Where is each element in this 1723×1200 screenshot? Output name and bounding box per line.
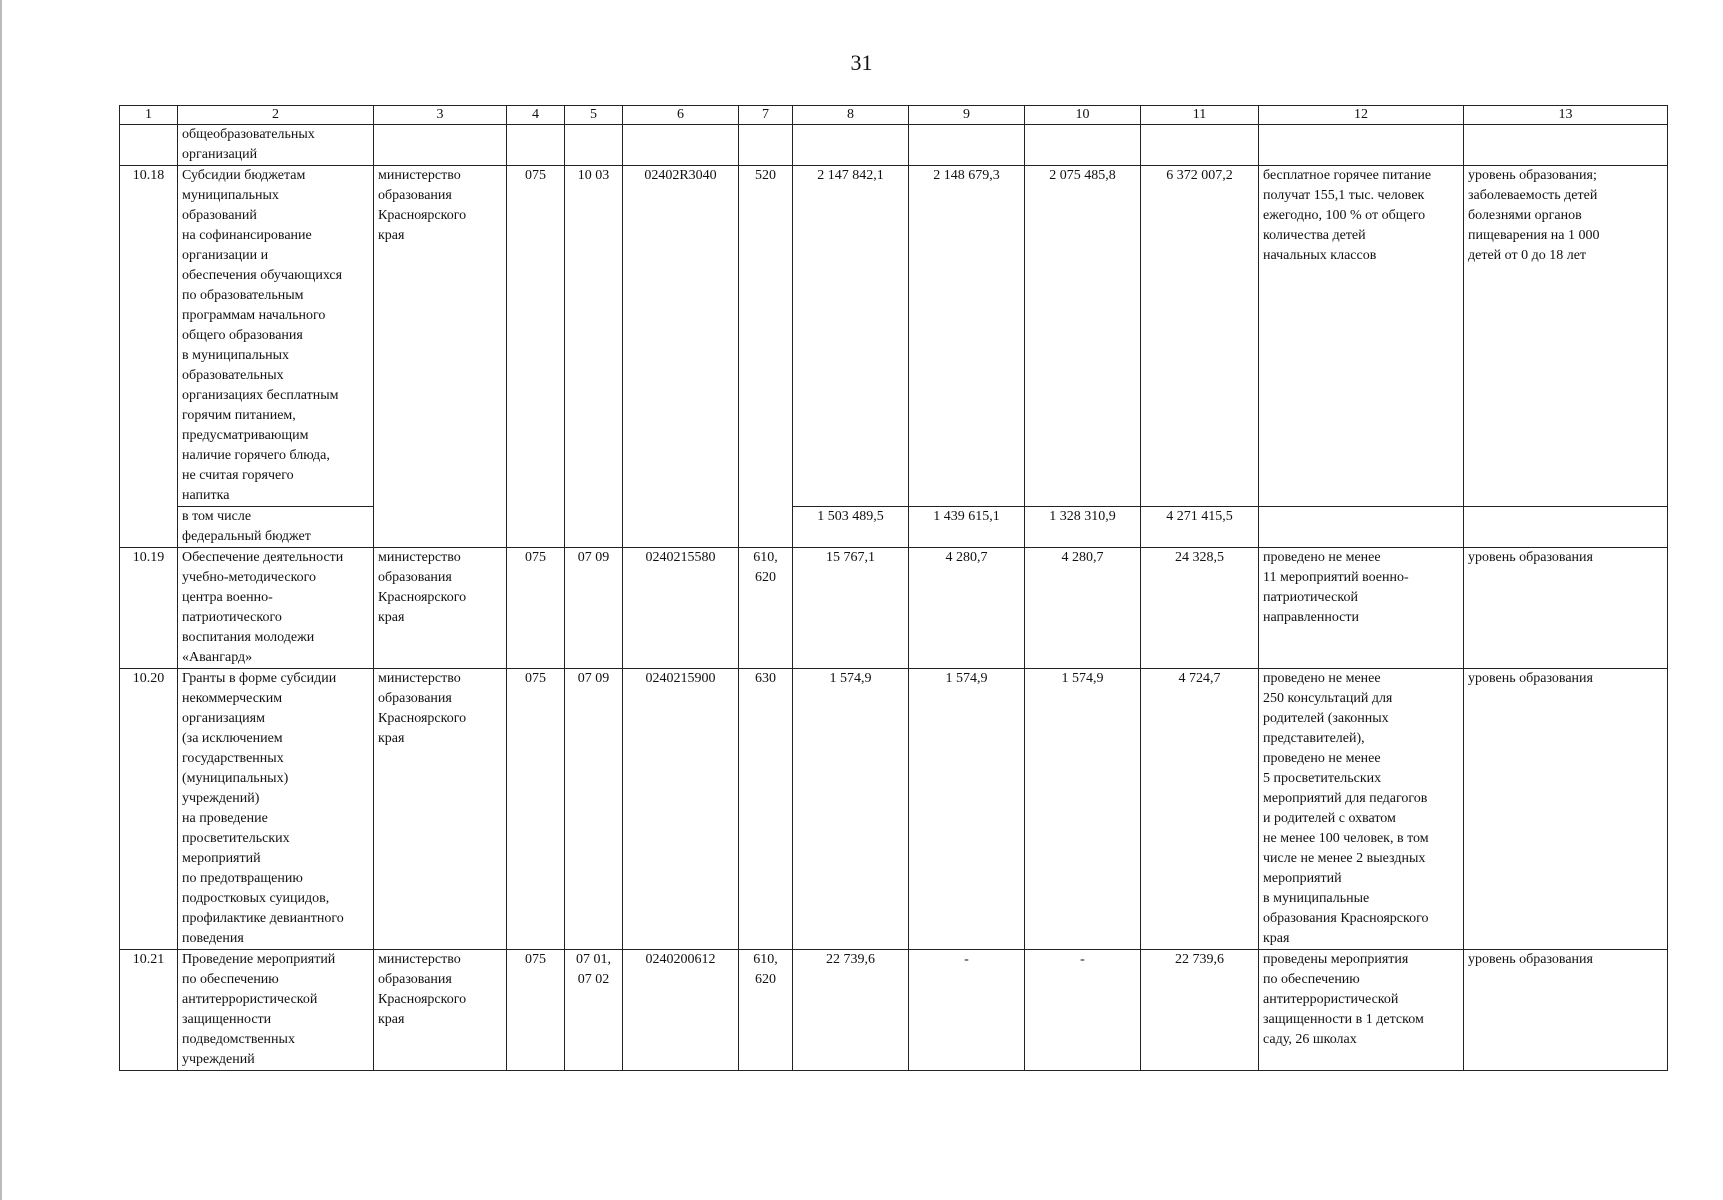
col-header-5: 5 [565,106,623,125]
col-header-3: 3 [374,106,507,125]
subtotal-label: в том числе федеральный бюджет [178,507,374,548]
csr-code: 0240215900 [623,669,739,950]
sub-value-year3: 1 328 310,9 [1025,507,1141,548]
activity-name: Субсидии бюджетам муниципальных образований на софинансирование организации и обеспечения обучающихся по образовательным программам начального общего образования в муниципальных образовательных организациях бесплатным горячим питанием, предусматривающим наличие горячего блюда, не считая горячего напитка [178,166,374,507]
indicator: уровень образования; заболеваемость детей болезнями органов пищеварения на 1 000 детей от 0 до 18 лет [1464,166,1668,507]
vr-code: 520 [739,166,793,548]
value-year1: 15 767,1 [793,548,909,669]
col-header-7: 7 [739,106,793,125]
cell-empty [374,125,507,166]
item-number: 10.20 [120,669,178,950]
vr-code: 630 [739,669,793,950]
table-row-continuation [120,125,1668,166]
grbs-code: 075 [507,548,565,669]
rzpr-code: 10 03 [565,166,623,548]
expected-result: проведены мероприятия по обеспечению антитеррористической защищенности в 1 детском саду, 26 школах [1259,950,1464,1071]
csr-code: 0240200612 [623,950,739,1071]
table-row [120,548,1668,669]
cell-empty [909,125,1025,166]
table-row-subtotal [120,507,1668,548]
scan-left-edge [0,0,2,1200]
cell-empty [1464,125,1668,166]
grbs-code: 075 [507,950,565,1071]
grbs-code: 075 [507,669,565,950]
cell-empty [793,125,909,166]
expected-result: проведено не менее 250 консультаций для родителей (законных представителей), проведено не менее 5 просветительских мероприятий для педагогов и родителей с охватом не менее 100 человек, в том числе не менее 2 выездных мероприятий в муниципальные образования Красноярского края [1259,669,1464,950]
cell-empty [1259,507,1464,548]
vr-code: 610, 620 [739,950,793,1071]
value-year3: 4 280,7 [1025,548,1141,669]
activity-name: общеобразовательных организаций [178,125,374,166]
indicator: уровень образования [1464,669,1668,950]
activity-name: Обеспечение деятельности учебно-методического центра военно- патриотического воспитания молодежи «Авангард» [178,548,374,669]
col-header-6: 6 [623,106,739,125]
value-total: 22 739,6 [1141,950,1259,1071]
cell-empty [1141,125,1259,166]
value-year1: 22 739,6 [793,950,909,1071]
page-number: 31 [850,50,873,75]
sub-value-year1: 1 503 489,5 [793,507,909,548]
activity-name: Гранты в форме субсидии некоммерческим организациям (за исключением государственных (муниципальных) учреждений) на проведение просветительских мероприятий по предотвращению подростковых суицидов, профилактике девиантного поведения [178,669,374,950]
value-year1: 1 574,9 [793,669,909,950]
cell-empty [507,125,565,166]
responsible-org: министерство образования Красноярского края [374,950,507,1071]
col-header-9: 9 [909,106,1025,125]
value-total: 4 724,7 [1141,669,1259,950]
col-header-2: 2 [178,106,374,125]
rzpr-code: 07 09 [565,548,623,669]
value-total: 24 328,5 [1141,548,1259,669]
col-header-12: 12 [1259,106,1464,125]
col-header-4: 4 [507,106,565,125]
indicator: уровень образования [1464,950,1668,1071]
cell-empty [1464,507,1668,548]
cell-empty [739,125,793,166]
table-row [120,950,1668,1071]
vr-code: 610, 620 [739,548,793,669]
value-year1: 2 147 842,1 [793,166,909,507]
csr-code: 0240215580 [623,548,739,669]
table-row [120,669,1668,950]
col-header-8: 8 [793,106,909,125]
col-header-10: 10 [1025,106,1141,125]
value-year3: - [1025,950,1141,1071]
item-number: 10.19 [120,548,178,669]
value-year2: 2 148 679,3 [909,166,1025,507]
rzpr-code: 07 01, 07 02 [565,950,623,1071]
value-year3: 2 075 485,8 [1025,166,1141,507]
value-year3: 1 574,9 [1025,669,1141,950]
column-number-row [120,106,1668,125]
table-row [120,166,1668,507]
cell-empty [623,125,739,166]
value-year2: 4 280,7 [909,548,1025,669]
col-header-13: 13 [1464,106,1668,125]
item-number: 10.21 [120,950,178,1071]
expected-result: проведено не менее 11 мероприятий военно- патриотической направленности [1259,548,1464,669]
program-activities-table [119,105,1668,1071]
cell-empty [1259,125,1464,166]
activity-name: Проведение мероприятий по обеспечению антитеррористической защищенности подведомственных учреждений [178,950,374,1071]
responsible-org: министерство образования Красноярского края [374,669,507,950]
expected-result: бесплатное горячее питание получат 155,1 тыс. человек ежегодно, 100 % от общего количества детей начальных классов [1259,166,1464,507]
sub-value-year2: 1 439 615,1 [909,507,1025,548]
responsible-org: министерство образования Красноярского края [374,548,507,669]
rzpr-code: 07 09 [565,669,623,950]
cell-empty [565,125,623,166]
value-total: 6 372 007,2 [1141,166,1259,507]
col-header-1: 1 [120,106,178,125]
col-header-11: 11 [1141,106,1259,125]
cell-empty [1025,125,1141,166]
value-year2: 1 574,9 [909,669,1025,950]
item-number: 10.18 [120,166,178,548]
sub-value-total: 4 271 415,5 [1141,507,1259,548]
csr-code: 02402R3040 [623,166,739,548]
cell-empty [120,125,178,166]
grbs-code: 075 [507,166,565,548]
indicator: уровень образования [1464,548,1668,669]
responsible-org: министерство образования Красноярского края [374,166,507,548]
value-year2: - [909,950,1025,1071]
